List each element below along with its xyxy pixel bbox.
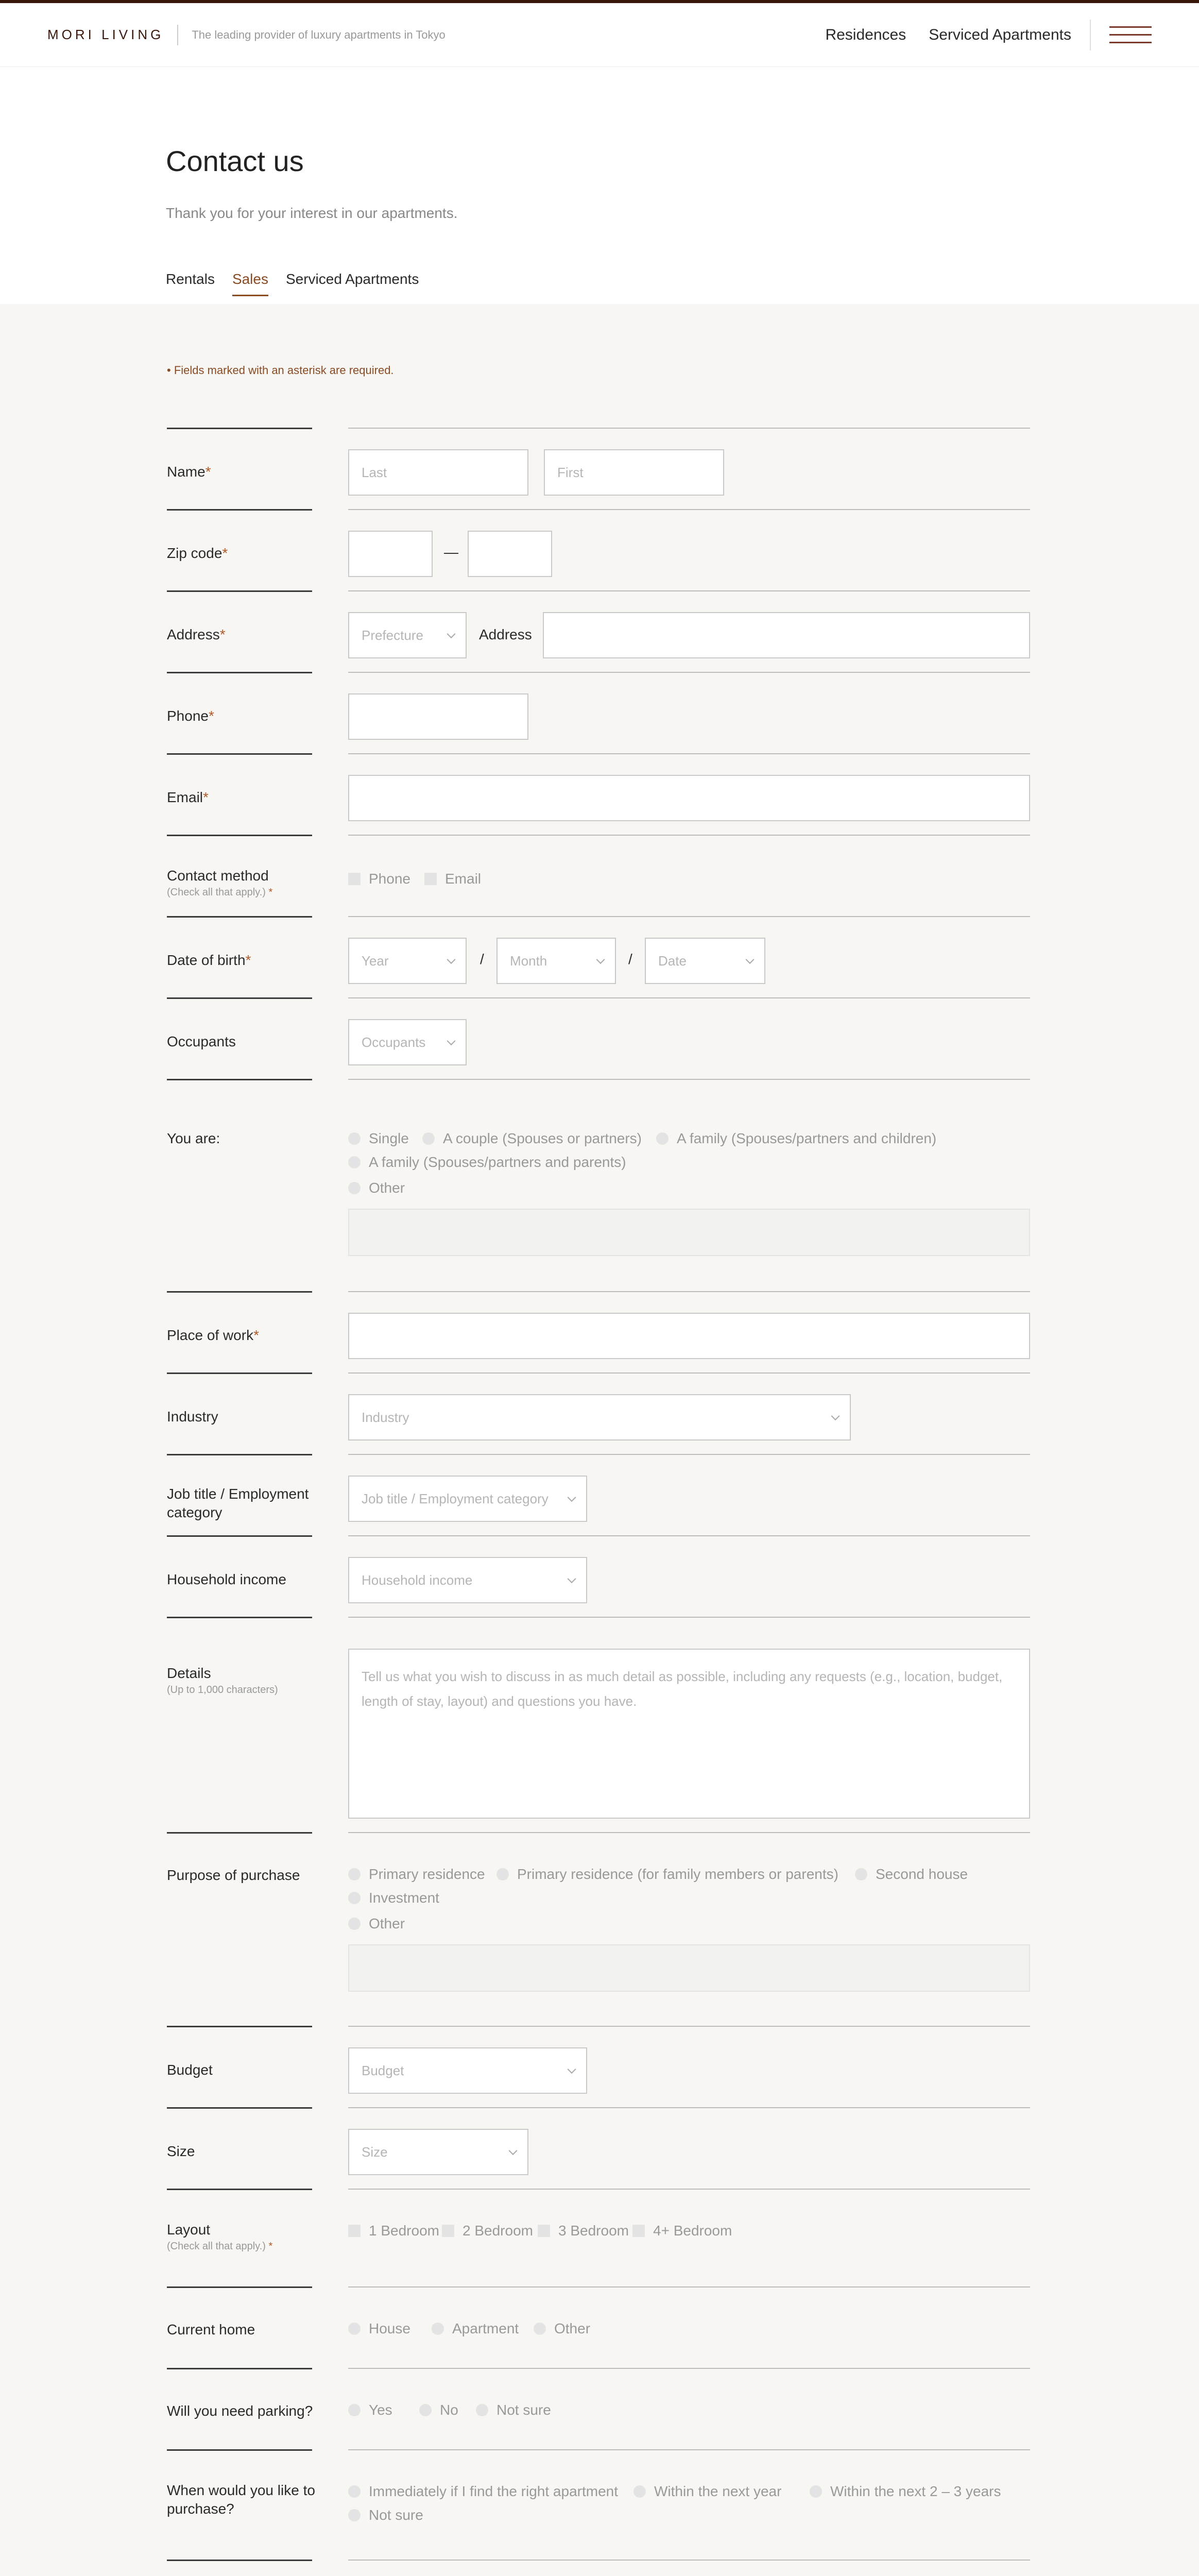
dob-label: Date of birth*	[167, 952, 251, 968]
place-of-work-label: Place of work*	[167, 1327, 259, 1343]
timing-2-3-years-radio[interactable]: Within the next 2 – 3 years	[810, 2483, 1001, 2500]
page-subtitle: Thank you for your interest in our apartments.	[166, 205, 458, 221]
current-home-other-radio[interactable]: Other	[534, 2320, 590, 2337]
timing-not-sure-radio[interactable]: Not sure	[348, 2507, 423, 2523]
contact-method-label: Contact method (Check all that apply.) *	[167, 868, 273, 898]
contact-email-checkbox[interactable]: Email	[424, 871, 481, 887]
row-household-income	[167, 1535, 1030, 1618]
layout-label: Layout (Check all that apply.) *	[167, 2222, 273, 2252]
last-name-input[interactable]: Last	[348, 449, 528, 496]
required-note: • Fields marked with an asterisk are required.	[167, 364, 394, 377]
row-you-are	[167, 1079, 1030, 1292]
site-header	[0, 3, 1199, 67]
zip-label: Zip code*	[167, 545, 228, 561]
tab-serviced-apartments[interactable]: Serviced Apartments	[285, 271, 419, 287]
current-home-label: Current home	[167, 2321, 255, 2337]
occupants-select[interactable]: Occupants	[348, 1019, 467, 1065]
zip-dash: —	[444, 544, 458, 560]
first-name-input[interactable]: First	[544, 449, 724, 496]
row-budget	[167, 2026, 1030, 2108]
menu-icon[interactable]	[1090, 20, 1152, 50]
place-of-work-input[interactable]	[348, 1313, 1030, 1359]
occupants-label: Occupants	[167, 1033, 236, 1049]
industry-select[interactable]: Industry	[348, 1394, 851, 1440]
parking-yes-radio[interactable]: Yes	[348, 2402, 392, 2418]
budget-select[interactable]: Budget	[348, 2047, 587, 2094]
row-learn	[167, 2560, 1030, 2576]
purpose-second-house-radio[interactable]: Second house	[855, 1866, 968, 1883]
page-title: Contact us	[166, 145, 304, 177]
row-layout	[167, 2189, 1030, 2287]
dob-year-select[interactable]: Year	[348, 938, 467, 984]
row-place-of-work	[167, 1291, 1030, 1374]
nav-serviced-apartments[interactable]: Serviced Apartments	[929, 26, 1071, 43]
address-input[interactable]	[543, 612, 1030, 658]
you-are-other-radio[interactable]: Other	[348, 1180, 405, 1196]
dob-sep-2: /	[628, 951, 632, 967]
purpose-label: Purpose of purchase	[167, 1867, 300, 1883]
row-name	[167, 428, 1030, 510]
row-timing	[167, 2449, 1030, 2561]
row-zip	[167, 509, 1030, 591]
details-textarea[interactable]: Tell us what you wish to discuss in as much detail as possible, including any requests (e.g., location, budget, length of stay, layout) and questions you have.	[348, 1649, 1030, 1819]
current-home-house-radio[interactable]: House	[348, 2320, 410, 2337]
contact-phone-checkbox[interactable]: Phone	[348, 871, 410, 887]
name-label: Name*	[167, 464, 211, 480]
purpose-other-radio[interactable]: Other	[348, 1916, 405, 1932]
email-input[interactable]	[348, 775, 1030, 821]
row-job-title	[167, 1454, 1030, 1536]
phone-input[interactable]	[348, 693, 528, 740]
row-email	[167, 753, 1030, 836]
you-are-label: You are:	[167, 1130, 220, 1146]
row-phone	[167, 672, 1030, 754]
phone-label: Phone*	[167, 708, 214, 724]
timing-next-year-radio[interactable]: Within the next year	[633, 2483, 781, 2500]
parking-not-sure-radio[interactable]: Not sure	[476, 2402, 551, 2418]
layout-2br-checkbox[interactable]: 2 Bedroom	[442, 2223, 533, 2239]
purpose-other-input[interactable]	[348, 1944, 1030, 1992]
layout-4br-checkbox[interactable]: 4+ Bedroom	[632, 2223, 732, 2239]
you-are-family-children-radio[interactable]: A family (Spouses/partners and children)	[656, 1130, 936, 1147]
purpose-primary-family-radio[interactable]: Primary residence (for family members or parents)	[496, 1866, 838, 1883]
budget-label: Budget	[167, 2062, 213, 2078]
tab-rentals[interactable]: Rentals	[166, 271, 215, 287]
header-nav	[802, 20, 1152, 50]
zip-input-2[interactable]	[468, 531, 552, 577]
row-purpose	[167, 1832, 1030, 2027]
dob-month-select[interactable]: Month	[496, 938, 616, 984]
dob-date-select[interactable]: Date	[645, 938, 765, 984]
row-industry	[167, 1372, 1030, 1455]
you-are-couple-radio[interactable]: A couple (Spouses or partners)	[422, 1130, 642, 1147]
tab-sales[interactable]: Sales	[232, 271, 268, 296]
details-label: Details (Up to 1,000 characters)	[167, 1665, 278, 1696]
dob-sep-1: /	[480, 951, 484, 967]
job-title-label: Job title / Employment category	[167, 1486, 309, 1520]
email-label: Email*	[167, 789, 209, 805]
site-logo[interactable]: MORI LIVING	[47, 27, 164, 42]
household-income-select[interactable]: Household income	[348, 1557, 587, 1603]
parking-no-radio[interactable]: No	[419, 2402, 458, 2418]
row-details	[167, 1617, 1030, 1833]
timing-label: When would you like to purchase?	[167, 2482, 315, 2517]
row-parking	[167, 2368, 1030, 2450]
current-home-apartment-radio[interactable]: Apartment	[432, 2320, 519, 2337]
row-occupants	[167, 997, 1030, 1080]
size-label: Size	[167, 2143, 195, 2159]
layout-1br-checkbox[interactable]: 1 Bedroom	[348, 2223, 439, 2239]
row-current-home	[167, 2286, 1030, 2369]
you-are-single-radio[interactable]: Single	[348, 1130, 409, 1147]
page-hero	[0, 67, 1199, 304]
household-income-label: Household income	[167, 1571, 286, 1587]
job-title-select[interactable]: Job title / Employment category	[348, 1476, 587, 1522]
contact-tabs	[166, 271, 419, 296]
nav-residences[interactable]: Residences	[825, 26, 906, 43]
size-select[interactable]: Size	[348, 2129, 528, 2175]
row-contact-method	[167, 835, 1030, 917]
address-inline-label: Address	[479, 626, 532, 642]
address-label: Address*	[167, 626, 226, 642]
timing-immediately-radio[interactable]: Immediately if I find the right apartment	[348, 2483, 618, 2500]
site-tagline: The leading provider of luxury apartments in Tokyo	[177, 25, 445, 45]
industry-label: Industry	[167, 1409, 218, 1425]
prefecture-select[interactable]: Prefecture	[348, 612, 467, 658]
purpose-investment-radio[interactable]: Investment	[348, 1890, 439, 1906]
row-size	[167, 2107, 1030, 2190]
layout-3br-checkbox[interactable]: 3 Bedroom	[538, 2223, 629, 2239]
row-dob	[167, 916, 1030, 998]
you-are-family-parents-radio[interactable]: A family (Spouses/partners and parents)	[348, 1154, 626, 1171]
you-are-other-input[interactable]	[348, 1209, 1030, 1256]
row-address	[167, 590, 1030, 673]
parking-label: Will you need parking?	[167, 2403, 313, 2419]
purpose-primary-radio[interactable]: Primary residence	[348, 1866, 485, 1883]
zip-input-1[interactable]	[348, 531, 433, 577]
